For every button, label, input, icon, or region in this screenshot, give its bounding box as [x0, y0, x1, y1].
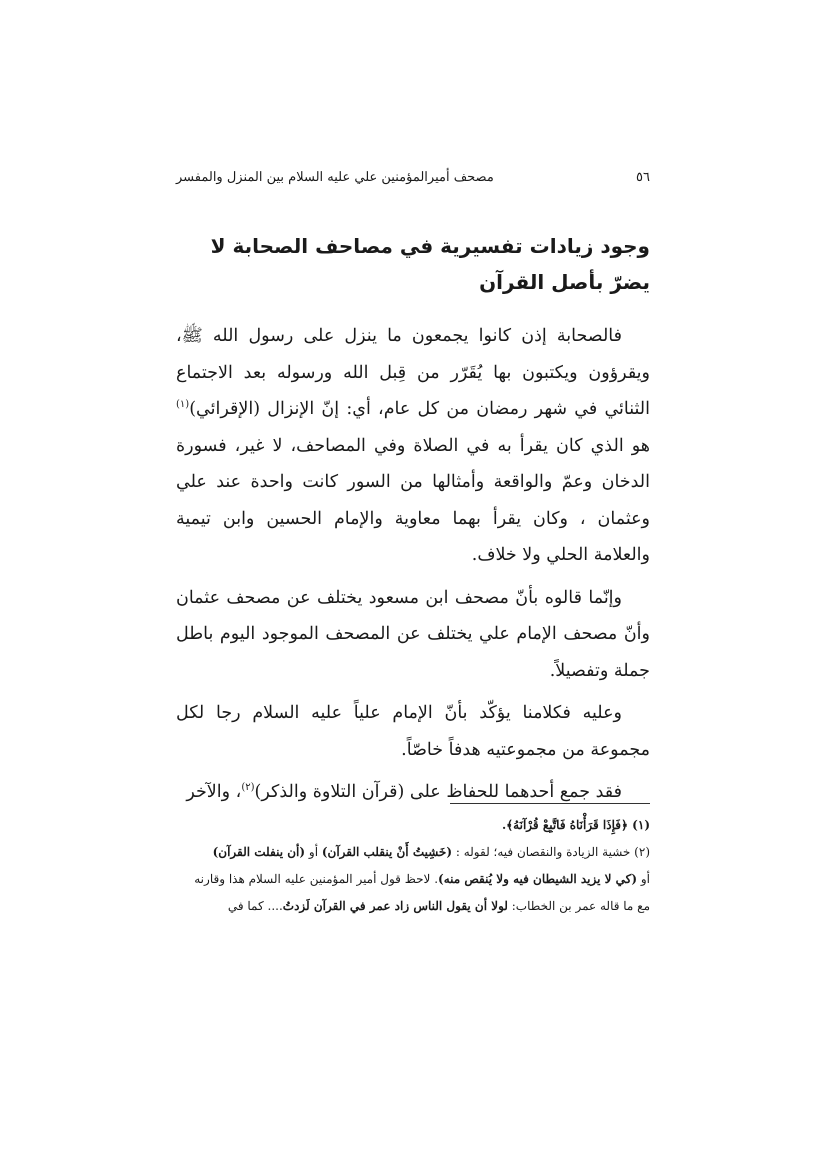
- footnote-separator: [450, 803, 650, 804]
- footnote-2-line-2: [176, 866, 650, 893]
- paragraph-1-text-a: فالصحابة إذن كانوا يجمعون ما ينزل على رسول الله ﷺ، ويقرؤون ويكتبون بها يُقَرّر من قِبل الله ورسوله بعد الاجتماع الثنائي في شهر رمضان من كل عام، أي: إنّ الإنزال (الإقرائي): [176, 326, 650, 419]
- footnote-2-text-3: مع ما قاله عمر بن الخطاب:: [507, 899, 650, 913]
- page-number: ٥٦: [636, 169, 650, 185]
- paragraph-2: وإنّما قالوه بأنّ مصحف ابن مسعود يختلف عن مصحف عثمان وأنّ مصحف الإمام علي يختلف عن المصحف الموجود اليوم باطل جملة وتفصيلاً.: [176, 587, 650, 681]
- footnote-2-text-2: . لاحظ قول أمير المؤمنين عليه السلام هذا وقارنه: [194, 872, 439, 886]
- footnote-ref-1[interactable]: (١): [176, 399, 190, 411]
- main-content: [176, 228, 650, 817]
- footnote-2-line-1: [176, 839, 650, 866]
- footnotes: [176, 812, 650, 920]
- footnote-2-quote-4: لولا أن يقول الناس زاد عمر في القرآن لَزدتُ: [282, 899, 508, 913]
- section-heading: وجود زيادات تفسيرية في مصاحف الصحابة لا يضرّ بأصل القرآن: [210, 234, 650, 294]
- footnote-1: (١) ﴿فَإِذَا قَرَأْنَاهُ فَاتَّبِعْ قُرْآنَهُ﴾.: [501, 818, 650, 832]
- footnote-2-line-3: [176, 893, 650, 920]
- footnote-2-quote-1: (خَشِيتُ أَنْ ينقلب القرآن): [321, 845, 453, 859]
- paragraph-4: [176, 774, 650, 811]
- footnote-2-conj-2: أو: [637, 872, 650, 886]
- footnote-2-text-4: .... كما في: [227, 899, 283, 913]
- paragraph-1-text-b: هو الذي كان يقرأ به في الصلاة وفي المصاحف، لا غير، فسورة الدخان وعمّ والواقعة وأمثالها من السور كانت واحدة عند علي وعثمان ، وكان يقرأ بهما معاوية والإمام الحسين وابن تيمية والعلامة الحلي ولا خلاف.: [176, 435, 650, 565]
- paragraph-4-text-b: ، والآخر: [186, 782, 242, 802]
- paragraph-3: وعليه فكلامنا يؤكّد بأنّ الإمام علياً عليه السلام رجا لكل مجموعة من مجموعتيه هدفاً خاصّاً.: [176, 703, 650, 760]
- footnote-2-conj: أو: [305, 845, 322, 859]
- paragraph-4-text-a: فقد جمع أحدهما للحفاظ على (قرآن التلاوة والذكر): [254, 782, 622, 802]
- footnote-2-text: (٢) خشية الزيادة والنقصان فيه؛ لقوله :: [452, 845, 650, 859]
- footnote-2-quote-2: (أن ينفلت القرآن): [212, 845, 306, 859]
- running-title: مصحف أميرالمؤمنين علي عليه السلام بين المنزل والمفسر: [176, 169, 494, 185]
- footnote-ref-2[interactable]: (٢): [241, 782, 255, 794]
- footnote-2-quote-3: (كي لا يزيد الشيطان فيه ولا يُنقص منه): [438, 872, 638, 886]
- running-header: [176, 166, 650, 188]
- paragraph-1: [176, 318, 650, 574]
